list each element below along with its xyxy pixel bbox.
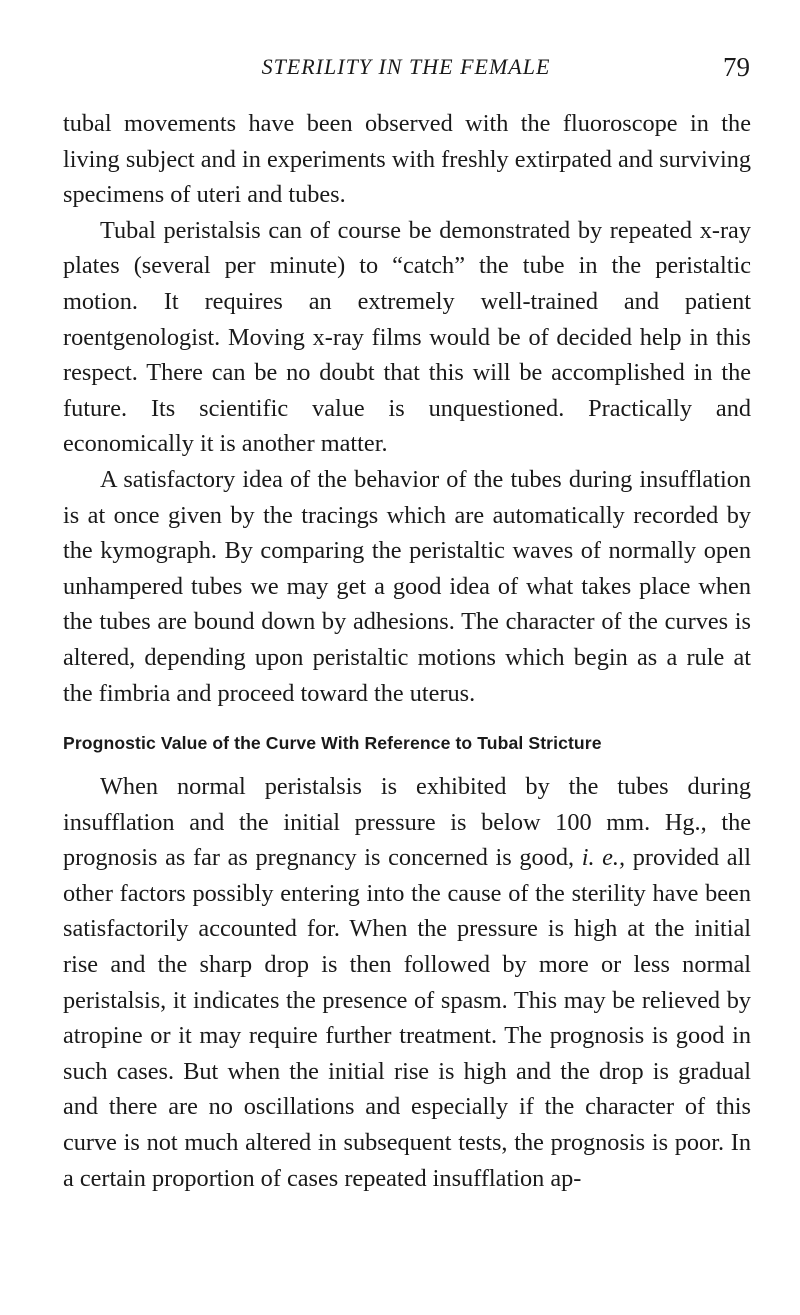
paragraph-kymograph: A satisfactory idea of the behavior of the tubes during insufflation is at once given by the tracings which are automatically recorded by the kymograph. By comparing the peristaltic waves of normally open unhampered tubes we may get a good idea of what takes place when the tubes are bound down by adhesions. The character of the curves is altered, depending upon peristaltic motions which begin as a rule at the fimbria and proceed toward the uterus. <box>63 465 751 707</box>
paragraph-prognosis <box>63 769 751 1196</box>
paragraph-continued: tubal movements have been observed with the fluoroscope in the living subject and in experiments with freshly extirpated and surviving specimens of uteri and tubes. <box>63 110 751 209</box>
section-heading: Prognostic Value of the Curve With Reference to Tubal Stricture <box>63 733 602 754</box>
prognosis-text-start: When normal peristalsis is exhibited by the tubes during insufflation and the initial pressure is below 100 mm. Hg., the prognosis as far as pregnancy is concerned is good, <box>63 773 751 872</box>
prognosis-id-est: i. e., <box>581 844 626 872</box>
paragraph-tubal-peristalsis: Tubal peristalsis can of course be demonstrated by repeated x-ray plates (several per minute) to “catch” the tube in the peristaltic motion. It requires an extremely well-trained and patient roentgenologist. Moving x-ray films would be of decided help in this respect. There can be no doubt that this will be accomplished in the future. Its scientific value is unquestioned. Practically and economically it is another matter. <box>63 216 751 458</box>
body-text <box>63 106 751 1196</box>
running-head: STERILITY IN THE FEMALE <box>261 54 551 79</box>
page-number: 79 <box>723 52 750 82</box>
prognosis-text-end: provided all other factors possibly entering into the cause of the sterility have been satisfactorily accounted for. When the pressure is high at the initial rise and the sharp drop is then followed by more or less normal peristalsis, it indicates the presence of spasm. This may be relieved by atropine or it may require further treatment. The prognosis is good in such cases. But when the initial rise is high and the drop is gradual and there are no oscillations and especially if the character of this curve is not much altered in subsequent tests, the prognosis is poor. In a certain proportion of cases repeated insufflation ap- <box>63 844 751 1192</box>
page-header <box>60 52 752 92</box>
